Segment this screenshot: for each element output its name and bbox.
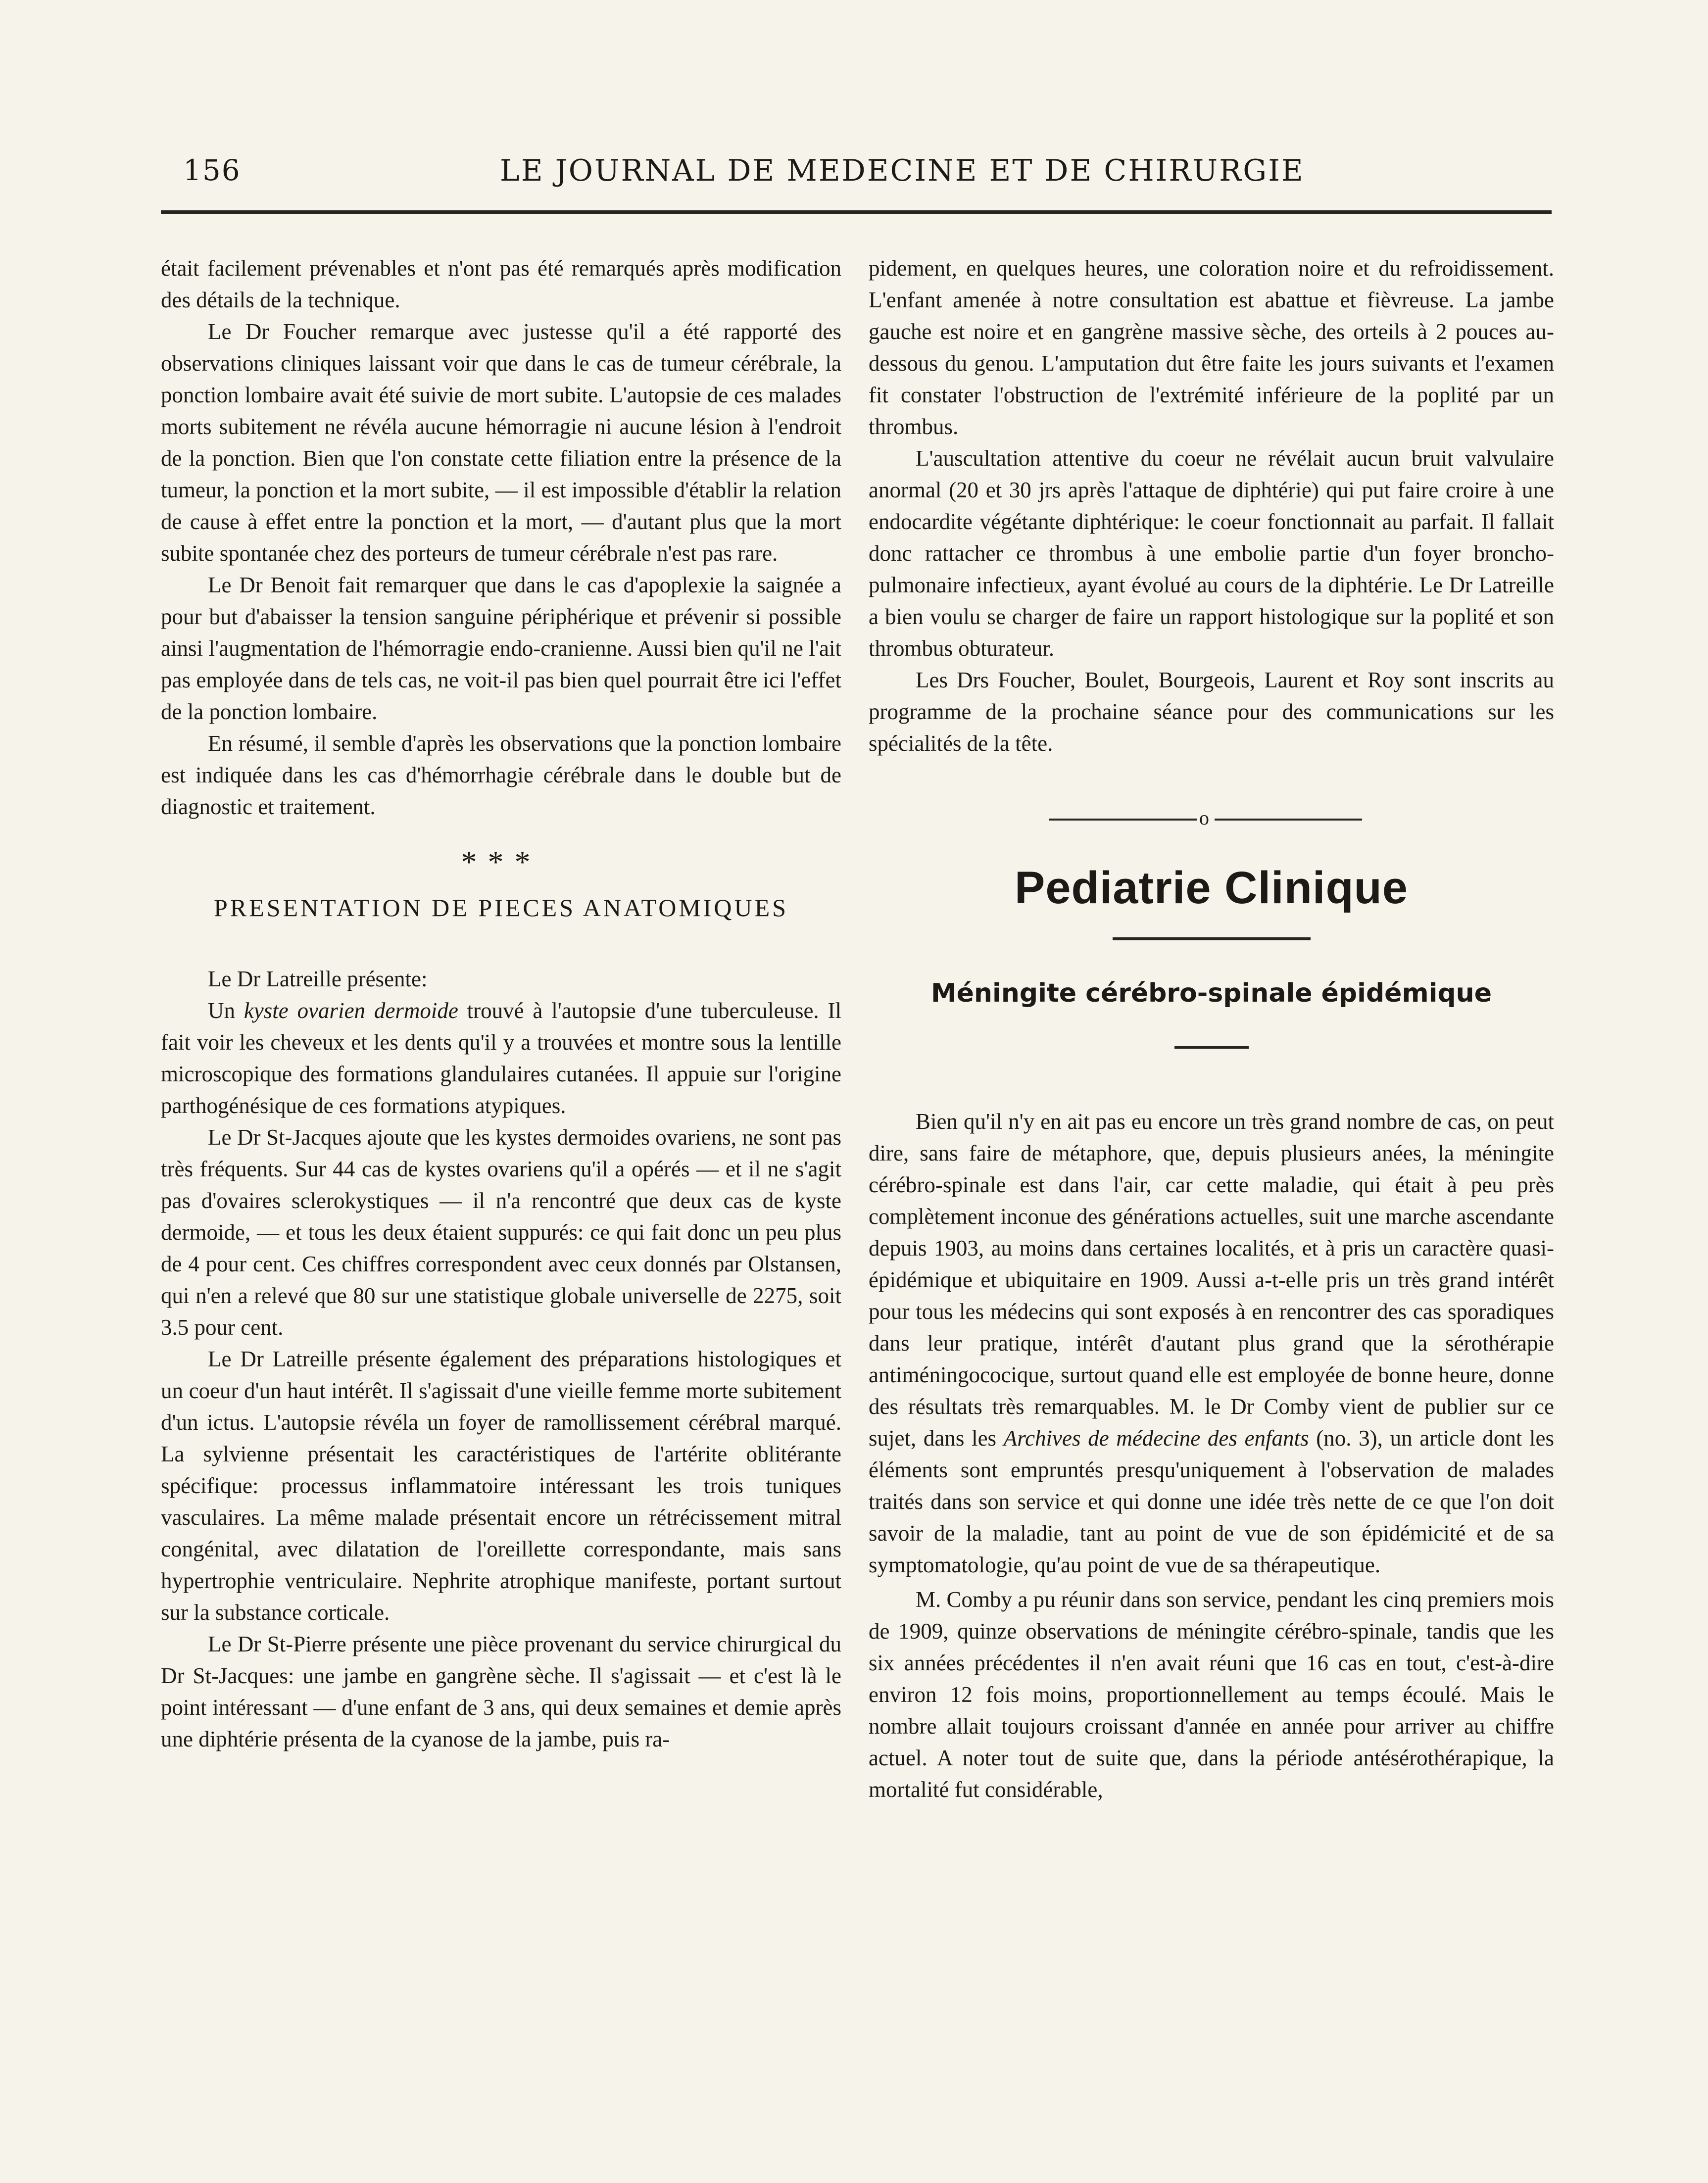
page-number: 156	[183, 153, 241, 187]
paragraph	[161, 995, 841, 1121]
paragraph: Le Dr St-Pierre présente une pièce provenant du service chirurgical du Dr St-Jacques: une jambe en gangrène sèche. Il s'agissait — et c'est là le point intéressant — d'une enfant de 3 ans, qui deux semaines et demie après une diphtérie présenta de la cyanose de la jambe, puis ra-	[161, 1632, 841, 1751]
rule-line	[1049, 819, 1197, 821]
paragraph: pidement, en quelques heures, une coloration noire et du refroidissement. L'enfant amenée à notre consultation est abattue et fièvreuse. La jambe gauche est noire et en gangrène massive sèche, des orteils à 2 pouces au-dessous du genou. L'amputation dut être faite les jours suivants et l'examen fit constater l'obstruction de l'extrémité inférieure de la poplité par un thrombus.	[869, 256, 1554, 439]
text-run: (no. 3), un article dont les éléments sont empruntés presqu'uniquement à l'observation de malades traités dans son service et qui donne une idée très nette de ce que l'on doit savoir de la maladie, tant au point de vue de son épidémicité et de sa symptomatologie, qu'au point de vue de sa thérapeutique.	[869, 1426, 1554, 1577]
paragraph: Le Dr Latreille présente également des préparations histologiques et un coeur d'un haut intérêt. Il s'agissait d'une vieille femme morte subitement d'un ictus. L'autopsie révéla un foyer de ramollissement cérébral marqué. La sylvienne présentait les caractéristiques de l'artérite oblitérante spécifique: processus inflammatoire intéressant les trois tuniques vasculaires. La même malade présentait encore un rétrécissement mitral congénital, avec dilatation de l'oreillette correspondante, mais sans hypertrophie ventriculaire. Nephrite atrophique manifeste, portant surtout sur la substance corticale.	[161, 1347, 841, 1625]
section-separator: ***	[461, 844, 541, 879]
text-run: trouvé à l'autopsie d'une tuberculeuse. Il fait voir les cheveux et les dents qu'il y a trouvées et montre sous la lentille microscopique des formations glandulaires cutanées. Il appuie sur l'origine parthogénésique de ces formations atypiques.	[161, 998, 841, 1118]
header-rule	[161, 210, 1552, 214]
text-run: Un	[208, 998, 244, 1023]
text-run: Bien qu'il n'y en ait pas eu encore un très grand nombre de cas, on peut dire, sans faire de métaphore, que, depuis plusieurs anées, la méningite cérébro-spinale est dans l'air, car cette maladie, qui était à peu près complètement inconue des générations actuelles, suit une marche ascendante depuis 1903, au moins dans certaines localités, et à pris un caractère quasi-épidémique et ubiquitaire en 1909. Aussi a-t-elle pris un très grand intérêt pour tous les médecins qui sont exposés à en rencontrer des cas sporadiques dans leur pratique, intérêt d'autant plus grand que la sérothérapie antiméningococique, surtout quand elle est employée de bonne heure, donne des résultats très remarquables. M. le Dr Comby vient de publier sur ce sujet, dans les	[869, 1109, 1554, 1451]
paragraph: M. Comby a pu réunir dans son service, pendant les cinq premiers mois de 1909, quinze observations de méningite cérébro-spinale, tandis que les six années précédentes il n'en avait réuni que 16 cas en tout, c'est-à-dire environ 12 fois moins, proportionnellement au temps écoulé. Mais le nombre allait toujours croissant d'année en année pour arriver au chiffre actuel. A noter tout de suite que, dans la période antésérothérapique, la mortalité fut considérable,	[869, 1587, 1554, 1802]
paragraph: L'auscultation attentive du coeur ne révélait aucun bruit valvulaire anormal (20 et 30 jrs après l'attaque de diphtérie) qui put faire croire à une endocardite végétante diphtérique: le coeur fonctionnait au parfait. Il fallait donc rattacher ce thrombus à une embolie partie d'un foyer broncho-pulmonaire infectieux, ayant évolué au cours de la diphtérie. Le Dr Latreille a bien voulu se charger de faire un rapport histologique sur la poplité et son thrombus obturateur.	[869, 446, 1554, 661]
paragraph	[869, 1106, 1554, 1581]
running-title: LE JOURNAL DE MEDECINE ET DE CHIRURGIE	[500, 153, 1305, 188]
rule-ornament: o	[1199, 807, 1209, 829]
left-column	[161, 252, 841, 1755]
page-header	[161, 148, 1547, 193]
paragraph: était facilement prévenables et n'ont pas été remarqués après modification des détails de la technique.	[161, 256, 841, 312]
paragraph: Les Drs Foucher, Boulet, Bourgeois, Laurent et Roy sont inscrits au programme de la prochaine séance pour des communications sur les spécialités de la tête.	[869, 668, 1554, 756]
paragraph: Le Dr Latreille présente:	[208, 967, 428, 991]
article-title: Méningite cérébro-spinale épidémique	[931, 978, 1492, 1008]
paragraph: En résumé, il semble d'après les observations que la ponction lombaire est indiquée dans les cas d'hémorrhagie cérébrale dans le double but de diagnostic et traitement.	[161, 731, 841, 819]
italic-term: kyste ovarien dermoide	[244, 998, 458, 1023]
ornamental-rule	[869, 804, 1554, 833]
paragraph: Le Dr Foucher remarque avec justesse qu'il a été rapporté des observations cliniques laissant voir que dans le cas de tumeur cérébrale, la ponction lombaire avait été suivie de mort subite. L'autopsie de ces malades morts subitement ne révéla aucune hémorragie ni aucune lésion à l'endroit de la ponction. Bien que l'on constate cette filiation entre la présence de la tumeur, la ponction et la mort subite, — il est impossible d'établir la relation de cause à effet entre la ponction et la mort, — d'autant plus que la mort subite spontanée chez des porteurs de tumeur cérébrale n'est pas rare.	[161, 319, 841, 566]
section-title: Pediatrie Clinique	[1014, 863, 1409, 913]
title-rule	[1113, 937, 1311, 940]
section-heading: PRESENTATION DE PIECES ANATOMIQUES	[214, 894, 788, 922]
paragraph: Le Dr Benoit fait remarquer que dans le cas d'apoplexie la saignée a pour but d'abaisser la tension sanguine périphérique et prévenir si possible ainsi l'augmentation de l'hémorragie endo-cranienne. Aussi bien qu'il ne l'ait pas employée dans de tels cas, ne voit-il pas bien quel pourrait être ici l'effet de la ponction lombaire.	[161, 573, 841, 724]
italic-title: Archives de médecine des enfants	[1003, 1426, 1309, 1451]
right-column	[869, 252, 1554, 1805]
article-rule	[1174, 1046, 1249, 1049]
rule-line	[1215, 819, 1362, 821]
paragraph: Le Dr St-Jacques ajoute que les kystes dermoides ovariens, ne sont pas très fréquents. Sur 44 cas de kystes ovariens qu'il a opérés — et il ne s'agit pas d'ovaires sclerokystiques — il n'a rencontré que deux cas de kyste dermoide, — et tous les deux étaient suppurés: ce qui fait donc un peu plus de 4 pour cent. Ces chiffres correspondent avec ceux donnés par Olstansen, qui n'en a relevé que 80 sur une statistique globale universelle de 2275, soit 3.5 pour cent.	[161, 1125, 841, 1340]
